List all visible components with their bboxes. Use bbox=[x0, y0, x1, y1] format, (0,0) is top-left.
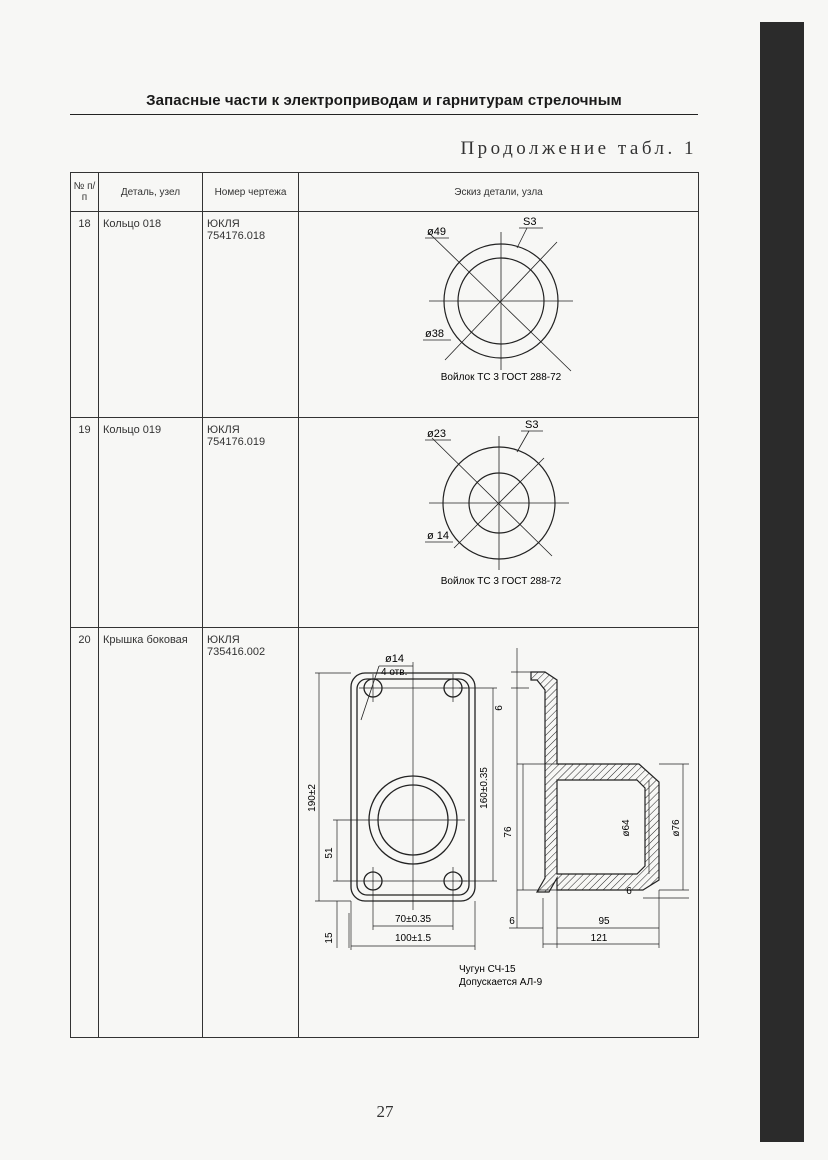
sketch-cell bbox=[299, 418, 699, 628]
outer-diameter-label: ø49 bbox=[427, 226, 446, 238]
page-number: 27 bbox=[376, 1102, 394, 1121]
hole-spacing-dim: 160±0.35 bbox=[479, 767, 490, 809]
thickness-label: S3 bbox=[525, 419, 539, 431]
header-rule bbox=[70, 114, 698, 115]
col-header-part: Деталь, узел bbox=[99, 173, 203, 212]
material-label: Войлок ТС 3 ГОСТ 288-72 bbox=[440, 576, 562, 587]
flange-bottom-dim: 6 bbox=[509, 916, 515, 927]
table-continuation-label: Продолжение табл. 1 bbox=[460, 138, 697, 159]
outer-diameter-label: ø23 bbox=[427, 428, 446, 440]
sketch-cell bbox=[299, 628, 699, 1038]
width-dim: 100±1.5 bbox=[394, 933, 432, 944]
table-header-row bbox=[71, 173, 699, 212]
wall-dim: 6 bbox=[626, 886, 632, 897]
part-name: Крышка боковая bbox=[99, 628, 203, 1038]
inner-diameter-label: ø38 bbox=[425, 328, 444, 340]
sketch-cell bbox=[299, 212, 699, 418]
outer-dim: ø76 bbox=[671, 819, 682, 837]
ring-018-sketch bbox=[299, 212, 697, 411]
scan-edge-bar bbox=[760, 22, 804, 1142]
center-dim: 51 bbox=[324, 847, 335, 859]
part-name: Кольцо 018 bbox=[99, 212, 203, 418]
table-row bbox=[71, 212, 699, 418]
inner-diameter-label: ø 14 bbox=[427, 530, 450, 542]
thickness-label: S3 bbox=[523, 216, 537, 228]
material-note: Допускается АЛ-9 bbox=[459, 977, 543, 988]
flange-dim: 6 bbox=[494, 705, 505, 711]
bottom-dim: 15 bbox=[324, 932, 335, 944]
hole-count-label: 4 отв. bbox=[381, 667, 408, 678]
row-number: 20 bbox=[71, 628, 99, 1038]
hole-diameter-label: ø14 bbox=[385, 653, 404, 665]
row-number: 18 bbox=[71, 212, 99, 418]
col-header-num: № п/п bbox=[71, 173, 99, 212]
height-dim: 190±2 bbox=[307, 784, 318, 812]
row-number: 19 bbox=[71, 418, 99, 628]
ring-019-sketch bbox=[299, 418, 697, 621]
bore-dim: ø64 bbox=[621, 819, 632, 837]
table-row bbox=[71, 628, 699, 1038]
drawing-number: ЮКЛЯ 754176.018 bbox=[203, 212, 299, 418]
section-view bbox=[531, 672, 661, 898]
hole-width-dim: 70±0.35 bbox=[394, 914, 432, 925]
col-header-sketch: Эскиз детали, узла bbox=[299, 173, 699, 212]
material-label: Войлок ТС 3 ГОСТ 288-72 bbox=[440, 372, 562, 383]
length-dim: 95 bbox=[598, 916, 610, 927]
total-length-dim: 121 bbox=[590, 933, 608, 944]
col-header-drawing: Номер чертежа bbox=[203, 173, 299, 212]
drawing-number: ЮКЛЯ 754176.019 bbox=[203, 418, 299, 628]
page-header-title: Запасные части к электроприводам и гарнитурам стрелочным bbox=[146, 92, 622, 109]
table-row bbox=[71, 418, 699, 628]
material-label: Чугун СЧ-15 bbox=[459, 964, 516, 975]
spare-parts-table bbox=[70, 172, 699, 1038]
part-name: Кольцо 019 bbox=[99, 418, 203, 628]
side-cover-sketch bbox=[299, 628, 697, 1031]
boss-dim: 76 bbox=[503, 826, 514, 838]
drawing-number: ЮКЛЯ 735416.002 bbox=[203, 628, 299, 1038]
